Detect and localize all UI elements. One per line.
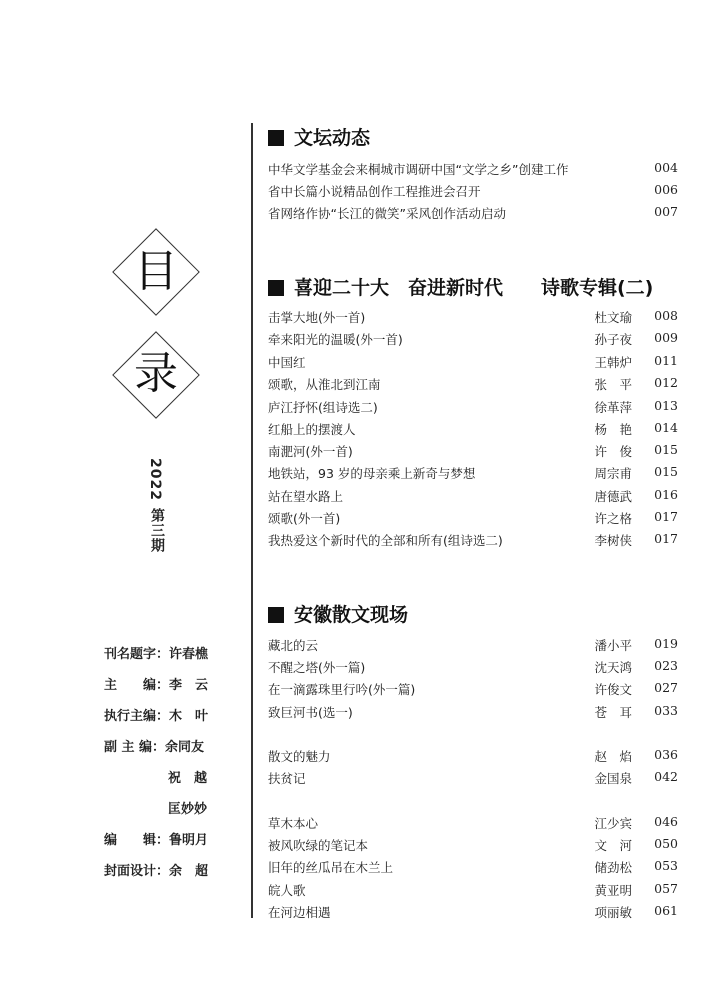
entry-page: 023: [654, 658, 678, 673]
entry-page: 017: [654, 509, 678, 524]
toc-entry[interactable]: [268, 903, 678, 923]
toc-title-char-1: 目: [134, 246, 178, 297]
issue-year: 2022: [147, 458, 163, 501]
entry-title: 被风吹绿的笔记本: [268, 838, 369, 853]
entry-title: 庐江抒怀(组诗选二): [268, 400, 378, 415]
credit-line: 副 主 编：余同友: [104, 740, 205, 755]
entry-author: 项丽敏: [594, 905, 632, 920]
entry-author: 黄亚明: [594, 883, 632, 898]
square-bullet-icon: [268, 280, 284, 296]
section-title: 文坛动态: [268, 123, 370, 150]
toc-entry[interactable]: [268, 680, 678, 700]
entry-title: 我热爱这个新时代的全部和所有(组诗选二): [268, 533, 503, 548]
entry-page: 053: [654, 858, 678, 873]
entry-page: 050: [654, 836, 678, 851]
entry-page: 006: [654, 182, 678, 197]
entry-page: 014: [654, 420, 678, 435]
section-title: 安徽散文现场: [268, 600, 408, 627]
entry-title: 扶贫记: [268, 771, 306, 786]
entry-page: 046: [654, 814, 678, 829]
toc-entry[interactable]: [268, 204, 678, 224]
entry-page: 033: [654, 703, 678, 718]
entry-title: 南淝河(外一首): [268, 444, 353, 459]
toc-entry[interactable]: [268, 375, 678, 395]
entry-author: 金国泉: [594, 771, 632, 786]
entry-title: 站在望水路上: [268, 489, 344, 504]
entry-author: 杜文瑜: [594, 310, 632, 325]
toc-entry[interactable]: [268, 464, 678, 484]
entry-title: 草木本心: [268, 816, 319, 831]
entry-page: 011: [654, 353, 678, 368]
toc-entry[interactable]: [268, 836, 678, 856]
entry-title: 在一滴露珠里行吟(外一篇): [268, 682, 416, 697]
toc-entry[interactable]: [268, 442, 678, 462]
toc-entry[interactable]: [268, 636, 678, 656]
entry-author: 江少宾: [594, 816, 632, 831]
entry-author: 储劲松: [594, 860, 632, 875]
issue-number: 第三期: [149, 508, 165, 553]
toc-entry[interactable]: [268, 330, 678, 350]
toc-entry[interactable]: [268, 353, 678, 373]
toc-entry[interactable]: [268, 420, 678, 440]
entry-title: 省网络作协“长江的微笑”采风创作活动启动: [268, 206, 506, 221]
entry-title: 颂歌，从淮北到江南: [268, 377, 381, 392]
entry-author: 唐德武: [594, 489, 632, 504]
toc-entry[interactable]: [268, 858, 678, 878]
entry-author: 苍 耳: [594, 705, 632, 720]
toc-entry[interactable]: [268, 769, 678, 789]
entry-author: 赵 焰: [594, 749, 632, 764]
toc-entry[interactable]: [268, 703, 678, 723]
toc-title-char-2: 录: [134, 348, 178, 399]
credit-line: 编 辑：鲁明月: [104, 833, 209, 848]
entry-page: 012: [654, 375, 678, 390]
toc-entry[interactable]: [268, 531, 678, 551]
toc-entry[interactable]: [268, 160, 678, 180]
credit-line: 主 编：李 云: [104, 678, 209, 693]
toc-entry[interactable]: [268, 881, 678, 901]
entry-page: 016: [654, 487, 678, 502]
credit-line: 祝 越: [168, 771, 208, 786]
entry-title: 红船上的摆渡人: [268, 422, 356, 437]
entry-title: 旧年的丝瓜吊在木兰上: [268, 860, 394, 875]
entry-page: 015: [654, 464, 678, 479]
toc-entry[interactable]: [268, 814, 678, 834]
entry-title: 散文的魅力: [268, 749, 331, 764]
entry-author: 李树侠: [594, 533, 632, 548]
entry-title: 省中长篇小说精品创作工程推进会召开: [268, 184, 481, 199]
toc-entry[interactable]: [268, 182, 678, 202]
entry-author: 文 河: [594, 838, 632, 853]
entry-title: 地铁站，93 岁的母亲乘上新奇与梦想: [268, 466, 476, 481]
entry-title: 中华文学基金会来桐城市调研中国“文学之乡”创建工作: [268, 162, 569, 177]
vertical-divider: [251, 123, 253, 918]
entry-title: 在河边相遇: [268, 905, 331, 920]
entry-title: 致巨河书(选一): [268, 705, 353, 720]
entry-title: 皖人歌: [268, 883, 306, 898]
entry-author: 许俊文: [594, 682, 632, 697]
entry-title: 击掌大地(外一首): [268, 310, 366, 325]
entry-author: 沈天鸿: [594, 660, 632, 675]
square-bullet-icon: [268, 130, 284, 146]
toc-entry[interactable]: [268, 308, 678, 328]
toc-entry[interactable]: [268, 487, 678, 507]
entry-page: 019: [654, 636, 678, 651]
entry-author: 周宗甫: [594, 466, 632, 481]
entry-page: 009: [654, 330, 678, 345]
entry-title: 中国红: [268, 355, 306, 370]
credit-line: 封面设计：余 超: [104, 864, 209, 879]
entry-page: 007: [654, 204, 678, 219]
credit-line: 执行主编：木 叶: [104, 709, 209, 724]
entry-author: 王韩炉: [594, 355, 632, 370]
square-bullet-icon: [268, 607, 284, 623]
entry-page: 017: [654, 531, 678, 546]
entry-page: 004: [654, 160, 678, 175]
entry-title: 颂歌(外一首): [268, 511, 341, 526]
entry-title: 不醒之塔(外一篇): [268, 660, 366, 675]
entry-page: 042: [654, 769, 678, 784]
entry-author: 许之格: [594, 511, 632, 526]
entry-page: 036: [654, 747, 678, 762]
toc-entry[interactable]: [268, 747, 678, 767]
entry-page: 008: [654, 308, 678, 323]
section-title: 喜迎二十大 奋进新时代 诗歌专辑(二): [268, 273, 653, 300]
entry-author: 张 平: [594, 377, 632, 392]
credit-line: 匡妙妙: [168, 802, 208, 817]
entry-author: 徐革萍: [594, 400, 632, 415]
entry-title: 牵来阳光的温暖(外一首): [268, 332, 403, 347]
toc-entry[interactable]: [268, 398, 678, 418]
entry-page: 015: [654, 442, 678, 457]
toc-entry[interactable]: [268, 658, 678, 678]
toc-entry[interactable]: [268, 509, 678, 529]
entry-page: 061: [654, 903, 678, 918]
entry-author: 杨 艳: [594, 422, 632, 437]
entry-title: 藏北的云: [268, 638, 319, 653]
entry-author: 许 俊: [594, 444, 632, 459]
entry-author: 孙子夜: [594, 332, 632, 347]
entry-page: 057: [654, 881, 678, 896]
entry-page: 027: [654, 680, 678, 695]
entry-author: 潘小平: [594, 638, 632, 653]
credit-line: 刊名题字：许春樵: [104, 647, 209, 662]
entry-page: 013: [654, 398, 678, 413]
